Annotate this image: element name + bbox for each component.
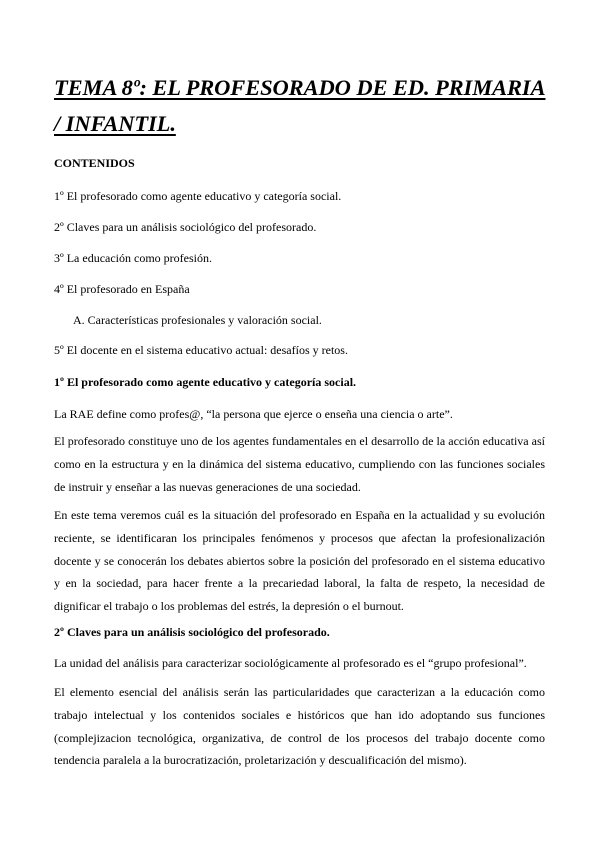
section-1-paragraph-2: El profesorado constituye uno de los agentes fundamentales en el desarrollo de la acción educativa así como en la estructura y en la dinámica del sistema educativo, cumpliendo con las funciones sociales de instruir y enseñar a las nuevas generaciones de una sociedad. [54, 434, 545, 494]
contents-item-3: 3º La educación como profesión. [54, 251, 212, 265]
section-1-paragraph-3: En este tema veremos cuál es la situación del profesorado en España en la actualidad y su evolución reciente, se identificaran los principales fenómenos y procesos que afectan la profesionalización docente y se conocerán los debates abiertos sobre la posición del profesorado en el sistema educativo y en la sociedad, para hacer frente a la precariedad laboral, la falta de respeto, la necesidad de dignificar el trabajo o los problemas del estrés, la depresión o el burnout. [54, 508, 545, 614]
contents-item-5: 5º El docente en el sistema educativo actual: desafíos y retos. [54, 343, 348, 357]
document-title: TEMA 8º: EL PROFESORADO DE ED. PRIMARIA / INFANTIL. [54, 75, 546, 136]
contents-item-1: 1º El profesorado como agente educativo y categoría social. [54, 189, 342, 203]
section-1-heading: 1º El profesorado como agente educativo y categoría social. [54, 375, 357, 389]
contents-subitem-a: A. Características profesionales y valoración social. [73, 313, 322, 327]
contents-heading: CONTENIDOS [54, 156, 135, 170]
section-2-paragraph-2: El elemento esencial del análisis serán las particularidades que caracterizan a la educación como trabajo intelectual y los contenidos sociales e históricos que han ido adoptando sus funciones (complejizacion tecnológica, organizativa, de control de los procesos del trabajo docente como tendencia paralela a la burocratización, proletarización y descualificación del mismo). [54, 685, 545, 768]
section-1-paragraph-1: La RAE define como profes@, “la persona que ejerce o enseña una ciencia o arte”. [54, 407, 453, 421]
section-2-paragraph-1: La unidad del análisis para caracterizar sociológicamente al profesorado es el “grupo profesional”. [54, 656, 527, 670]
section-2-heading: 2º Claves para un análisis sociológico del profesorado. [54, 625, 330, 639]
contents-item-4: 4º El profesorado en España [54, 282, 190, 296]
contents-item-2: 2º Claves para un análisis sociológico del profesorado. [54, 220, 317, 234]
